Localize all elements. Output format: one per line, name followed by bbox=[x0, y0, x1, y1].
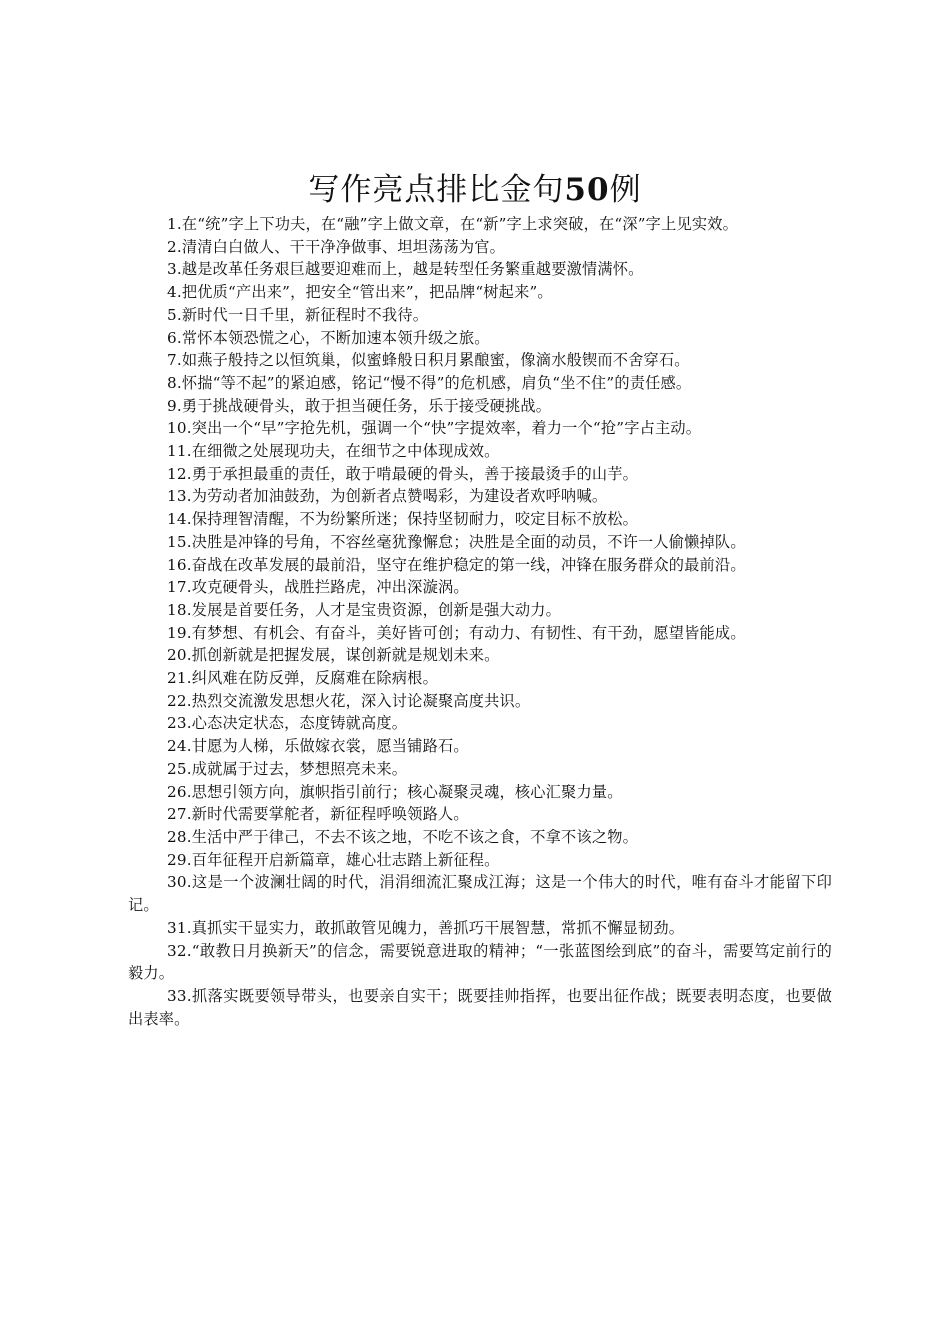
list-item: 4.把优质“产出来”，把安全“管出来”，把品牌“树起来”。 bbox=[167, 283, 553, 302]
list-item: 23.心态决定状态，态度铸就高度。 bbox=[167, 714, 408, 733]
list-item: 16.奋战在改革发展的最前沿，坚守在维护稳定的第一线，冲锋在服务群众的最前沿。 bbox=[167, 555, 746, 574]
list-item: 15.决胜是冲锋的号角，不容丝毫犹豫懈怠；决胜是全面的动员，不许一人偷懒掉队。 bbox=[167, 532, 746, 551]
list-item: 13.为劳动者加油鼓劲，为创新者点赞喝彩，为建设者欢呼呐喊。 bbox=[167, 487, 608, 506]
list-item: 30.这是一个波澜壮阔的时代，涓涓细流汇聚成江海；这是一个伟大的时代，唯有奋斗才能留下印记。 bbox=[128, 873, 832, 915]
list-item: 3.越是改革任务艰巨越要迎难而上，越是转型任务繁重越要激情满怀。 bbox=[167, 260, 644, 279]
list-item: 14.保持理智清醒，不为纷繁所迷；保持坚韧耐力，咬定目标不放松。 bbox=[167, 510, 638, 529]
list-item: 17.攻克硬骨头，战胜拦路虎，冲出深漩涡。 bbox=[167, 578, 469, 597]
list-item: 10.突出一个“早”字抢先机，强调一个“快”字提效率，着力一个“抢”字占主动。 bbox=[167, 419, 702, 438]
title-number: 50 bbox=[564, 172, 610, 208]
list-item: 19.有梦想、有机会、有奋斗，美好皆可创；有动力、有韧性、有干劲，愿望皆能成。 bbox=[167, 623, 746, 642]
slogan-list bbox=[128, 213, 832, 1030]
list-item: 9.勇于挑战硬骨头，敢于担当硬任务，乐于接受硬挑战。 bbox=[167, 396, 552, 415]
list-item: 32.“敢教日月换新天”的信念，需要锐意进取的精神；“一张蓝图绘到底”的奋斗，需要笃定前行的毅力。 bbox=[128, 941, 832, 983]
list-item: 2.清清白白做人、干干净净做事、坦坦荡荡为官。 bbox=[167, 237, 506, 256]
list-item: 8.怀揣“等不起”的紧迫感，铭记“慢不得”的危机感，肩负“坐不住”的责任感。 bbox=[167, 373, 692, 392]
list-item: 7.如燕子般持之以恒筑巢，似蜜蜂般日积月累酿蜜，像滴水般锲而不舍穿石。 bbox=[167, 351, 690, 370]
list-item: 33.抓落实既要领导带头，也要亲自实干；既要挂帅指挥，也要出征作战；既要表明态度，也要做出表率。 bbox=[128, 986, 832, 1028]
list-item: 11.在细微之处展现功夫，在细节之中体现成效。 bbox=[167, 442, 500, 461]
list-item: 25.成就属于过去，梦想照亮未来。 bbox=[167, 759, 408, 778]
document-title bbox=[0, 170, 950, 210]
list-item: 20.抓创新就是把握发展，谋创新就是规划未来。 bbox=[167, 646, 500, 665]
list-item: 24.甘愿为人梯，乐做嫁衣裳，愿当铺路石。 bbox=[167, 737, 469, 756]
list-item: 28.生活中严于律己，不去不该之地，不吃不该之食，不拿不该之物。 bbox=[167, 827, 638, 846]
title-main: 写作亮点排比金句 bbox=[308, 172, 565, 208]
list-item: 18.发展是首要任务，人才是宝贵资源，创新是强大动力。 bbox=[167, 600, 562, 619]
list-item: 5.新时代一日千里，新征程时不我待。 bbox=[167, 305, 429, 324]
list-item: 1.在“统”字上下功夫，在“融”字上做文章，在“新”字上求突破，在“深”字上见实效。 bbox=[167, 215, 739, 233]
title-suffix: 例 bbox=[609, 172, 642, 208]
list-item: 27.新时代需要掌舵者，新征程呼唤领路人。 bbox=[167, 805, 469, 824]
list-item: 22.热烈交流激发思想火花，深入讨论凝聚高度共识。 bbox=[167, 691, 531, 710]
list-item: 31.真抓实干显实力，敢抓敢管见魄力，善抓巧干展智慧，常抓不懈显韧劲。 bbox=[167, 918, 685, 937]
list-item: 12.勇于承担最重的责任，敢于啃最硬的骨头，善于接最烫手的山芋。 bbox=[167, 464, 638, 483]
list-item: 6.常怀本领恐慌之心，不断加速本领升级之旅。 bbox=[167, 328, 490, 347]
list-item: 26.思想引领方向，旗帜指引前行；核心凝聚灵魂，核心汇聚力量。 bbox=[167, 782, 623, 801]
list-item: 29.百年征程开启新篇章，雄心壮志踏上新征程。 bbox=[167, 850, 500, 869]
list-item: 21.纠风难在防反弹，反腐难在除病根。 bbox=[167, 669, 438, 688]
